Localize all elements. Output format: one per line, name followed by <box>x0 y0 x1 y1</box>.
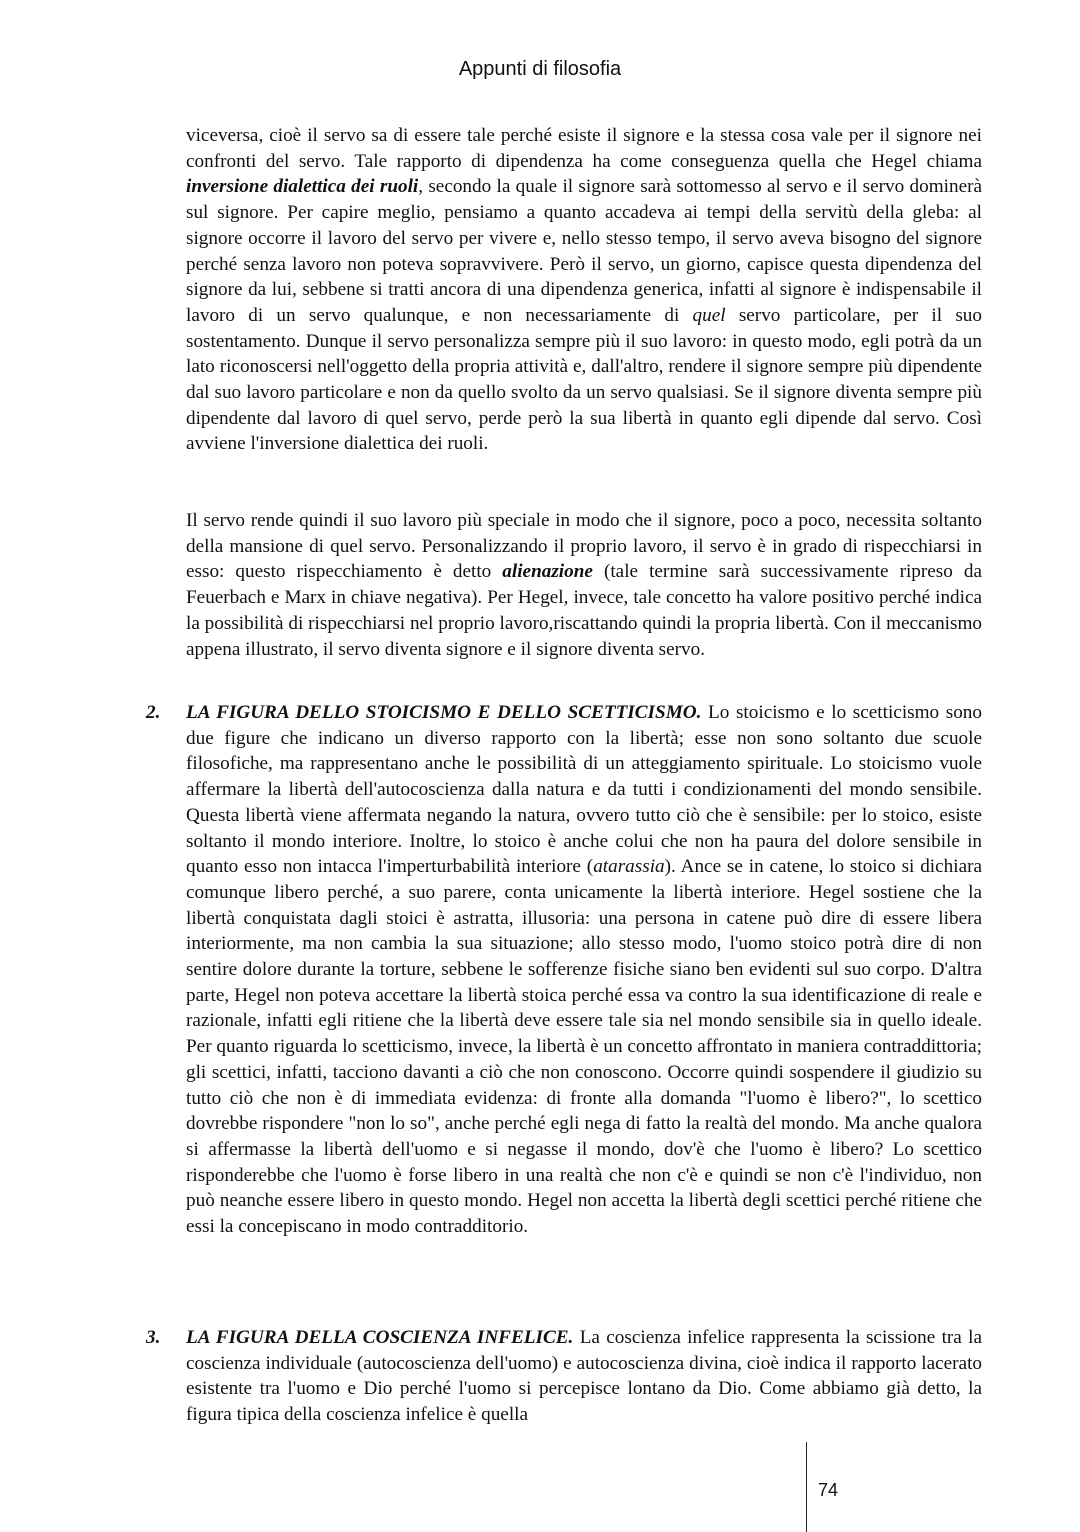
text-run: viceversa, cioè il servo sa di essere tale perché esiste il signore e la stessa cosa vale per il signore nei confronti del servo. Tale rapporto di dipendenza ha come conseguenza quella che Hegel chiama <box>186 125 982 172</box>
footer-divider <box>806 1442 807 1532</box>
page-header: Appunti di filosofia <box>458 58 622 80</box>
list-item-body <box>186 1325 982 1428</box>
term-quel: quel <box>692 304 726 326</box>
list-number: 3. <box>146 1327 161 1348</box>
page-number: 74 <box>818 1480 839 1500</box>
term-inversione-dialettica: inversione dialettica dei ruoli <box>186 176 419 198</box>
list-item-stoicismo <box>146 700 982 1240</box>
section-heading: LA FIGURA DELLA COSCIENZA INFELICE. <box>186 1327 574 1348</box>
text-run: Lo stoicismo e lo scetticismo sono due figure che indicano un diverso rapporto con la libertà; esse non sono soltanto due scuole filosofiche, ma rappresentano anche le possibilità di un atteggiamento spirituale. Lo stoicismo vuole affermare la libertà dell'autocoscienza dalla natura e da tutti i condizionamenti del mondo sensibile. Questa libertà viene affermata negando la natura, ovvero tutto ciò che è sensibile: per lo stoico, esiste soltanto il mondo interiore. Inoltre, lo stoico è anche colui che non ha paura del dolore sensibile in quanto esso non intacca l'imperturbabilità interiore ( <box>186 702 982 878</box>
text-run: ). Ance se in catene, lo stoico si dichiara comunque libero perché, a suo parere, conta unicamente la libertà interiore. Hegel sostiene che la libertà conquistata dagli stoici è astratta, illusoria: una persona in catene può dire di essere libera interiormente, ma non cambia la sua situazione; allo stesso modo, l'uomo stoico potrà dire di non sentire dolore durante la torture, sebbene le sofferenze fisiche siano ben evidenti sul suo corpo. D'altra parte, Hegel non poteva accettare la libertà stoica perché essa va contro la sua identificazione di reale e razionale, infatti egli ritiene che la libertà deve essere tale sia nel mondo sensibile sia in quello ideale. Per quanto riguarda lo scetticismo, invece, la libertà è un concetto affrontato in maniera contraddittoria; gli scettici, infatti, tacciono davanti a ciò che non conoscono. Occorre quindi sospendere il giudizio su tutto ciò che non è di immediata evidenza: di fronte alla domanda "l'uomo è libero?", lo scettico dovrebbe rispondere "non lo so", anche perché egli nega di fatto la realtà del mondo. Ma anche qualora si affermasse la libertà dell'uomo e si negasse il mondo, dov'è che l'uomo è libero? Lo scettico risponderebbe che l'uomo è forse libero in una realtà che non c'è e quindi se non c'è l'individuo, non può neanche essere libero in questo mondo. Hegel non accetta la libertà degli scettici perché ritiene che essi la concepiscano in modo contradditorio. <box>186 856 982 1238</box>
paragraph-alienazione <box>186 508 982 662</box>
list-number: 2. <box>146 702 161 723</box>
text-run: La coscienza infelice rappresenta la scissione tra la coscienza individuale (autocoscienza dell'uomo) e autocoscienza divina, cioè indica il rapporto lacerato esistente tra l'uomo e Dio perché l'uomo si percepisce lontano da Dio. Come abbiamo già detto, la figura tipica della coscienza infelice è quella <box>186 1327 983 1426</box>
term-atarassia: atarassia <box>593 856 665 878</box>
list-item-body <box>186 700 982 1240</box>
section-heading: LA FIGURA DELLO STOICISMO E DELLO SCETTICISMO. <box>186 702 702 723</box>
list-item-coscienza-infelice <box>146 1325 982 1428</box>
text-run: servo particolare, per il suo sostentamento. Dunque il servo personalizza sempre più il suo lavoro: in questo modo, egli potrà da un lato riconoscersi nell'oggetto della propria attività e, dall'altro, rendere il signore sempre più dipendente dal suo lavoro particolare e non da quello svolto da un servo qualsiasi. Se il signore diventa sempre più dipendente dal lavoro di quel servo, perde però la sua libertà in quanto egli dipende dal servo. Così avviene l'inversione dialettica dei ruoli. <box>186 304 982 455</box>
paragraph-servo-signore <box>186 123 982 457</box>
text-run: Il servo rende quindi il suo lavoro più speciale in modo che il signore, poco a poco, necessita soltanto della mansione di quel servo. Personalizzando il proprio lavoro, il servo è in grado di rispecchiarsi in esso: questo rispecchiamento è detto <box>186 510 982 583</box>
text-run: , secondo la quale il signore sarà sottomesso al servo e il servo dominerà sul signore. Per capire meglio, pensiamo a quanto accadeva ai tempi della servitù della gleba: al signore occorre il lavoro del servo per vivere e, nello stesso tempo, il servo aveva bisogno del signore perché senza lavoro non poteva sopravvivere. Però il servo, un giorno, capisce questa dipendenza del signore da lui, sebbene si tratti ancora di una dipendenza generica, infatti al signore è indispensabile il lavoro di un servo qualunque, e non necessariamente di <box>186 176 982 326</box>
text-run: (tale termine sarà successivamente ripreso da Feuerbach e Marx in chiave negativa). Per Hegel, invece, tale concetto ha valore positivo perché indica la possibilità di rispecchiarsi nel proprio lavoro,riscattando quindi la propria libertà. Con il meccanismo appena illustrato, il servo diventa signore e il signore diventa servo. <box>186 561 982 660</box>
term-alienazione: alienazione <box>502 561 593 583</box>
